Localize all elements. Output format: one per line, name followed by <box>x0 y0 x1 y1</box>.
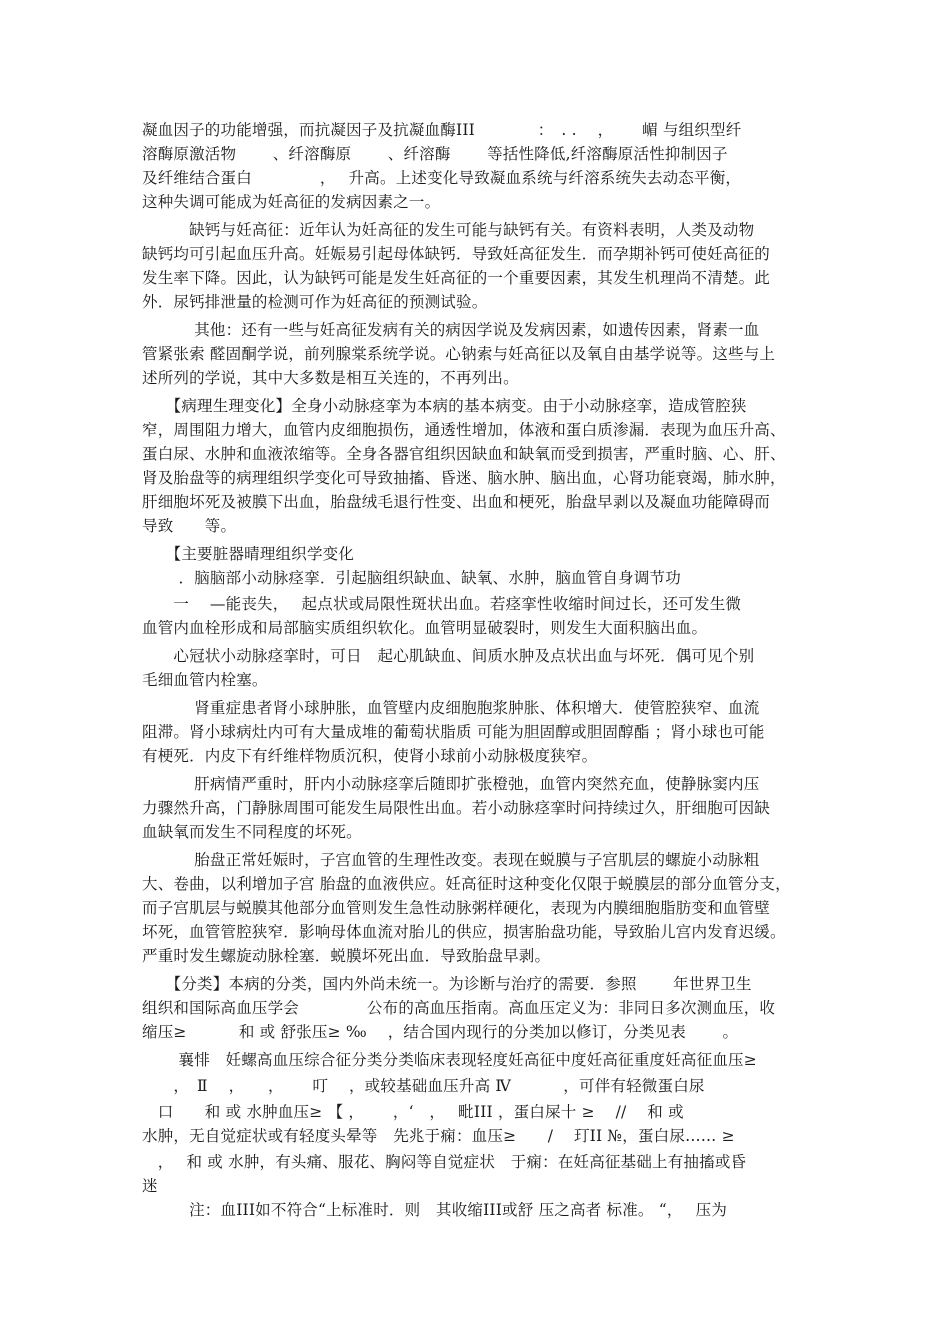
text-line: 力骤然升高，门静脉周围可能发生局限性出血。若小动脉痉挛时问持续过久，肝细胞可因缺 <box>142 799 771 817</box>
text-line: 血缺氧而发生不同程度的坏死。 <box>142 823 362 841</box>
text-line: 胎盘正常妊娠时，子宫血管的生理性改变。表现在蜕膜与子宫肌层的螺旋小动脉粗 <box>142 851 760 869</box>
text-line: 严重时发生螺旋动脉栓塞．蜕膜坏死出血．导致胎盘早剥。 <box>142 947 551 965</box>
text-line: 缩压≥ 和 或 舒张压≥ ‰ ，结合国内现行的分类加以修订，分类见表 。 <box>142 1023 739 1041</box>
text-line: 缺钙均可引起血压升高。妊娠易引起母体缺钙．导致妊高征发生．而孕期补钙可使妊高征的 <box>142 245 771 263</box>
text-line: 毛细血管内栓塞。 <box>142 671 268 689</box>
text-line: 窄，周围阻力增大，血管内皮细胞损伤，通透性增加，体液和蛋白质渗漏．表现为血压升高、 <box>142 421 786 439</box>
text-line: 【分类】本病的分类，国内外尚未统一。为诊断与治疗的需要．参照 年世界卫生 <box>142 975 752 993</box>
text-line: 有梗死．内皮下有纤维样物质沉积，使肾小球前小动脉极度狭窄。 <box>142 747 598 765</box>
text-line: 凝血因子的功能增强，而抗凝因子及抗凝血酶III ： . . ， 嵋 与组织型纤 <box>142 121 742 139</box>
text-line: 肝细胞坏死及被膜下出血，胎盘绒毛退行性变、出血和梗死，胎盘早剥以及凝血功能障碍而 <box>142 493 771 511</box>
text-line: 坏死，血管管腔狭窄．影响母体血流对胎儿的供应，损害胎盘功能，导致胎儿宫内发育迟缓。 <box>142 923 786 941</box>
text-line: 而子宫肌层与蜕膜其他部分血管则发生急性动脉粥样硬化，表现为内膜细胞脂肪变和血管壁 <box>142 899 771 917</box>
text-line: 蛋白尿、水肿和血液浓缩等。全身各器官组织因缺血和缺氧而受到损害，严重时脑、心、肝、 <box>142 445 786 463</box>
text-line: 心冠状小动脉痉挛时，可日 起心肌缺血、间质水肿及点状出血与坏死．偶可见个别 <box>142 647 755 665</box>
text-line: 溶酶原激活物 、纤溶酶原 、纤溶酶 等括性降低,纤溶酶原活性抑制因子 <box>142 145 728 163</box>
text-line: 【病理生理变化】全身小动脉痉挛为本病的基本病变。由于小动脉痉挛，造成管腔狭 <box>142 397 747 415</box>
text-line: 口 和 或 水肿血压≥ 【 ， ，‘ ， 毗III ，蛋白屎十 ≥ // 和 或 <box>142 1103 684 1121</box>
text-line: 阻滞。肾小球病灶内可有大量成堆的葡萄状脂质 可能为胆固醇或胆固醇酯 ；肾小球也可能 <box>142 723 765 741</box>
text-line: 组织和国际高血压学会 公布的高血压指南。高血压定义为：非同日多次测血压，收 <box>142 999 776 1017</box>
text-line: 一 —能丧失， 起点状或局限性斑状出血。若痉挛性收缩时间过长，还可发生微 <box>142 595 742 613</box>
text-line: 管紧张索 醛固酮学说，前列腺棠系统学说。心钠索与妊高征以及氧自由基学说等。这些与上 <box>142 345 776 363</box>
text-line: 外．尿钙排泄量的检测可作为妊高征的预测试验。 <box>142 293 488 311</box>
text-line: 及纤维结合蛋白 ， 升高。上述变化导致凝血系统与纤溶系统失去动态平衡， <box>142 169 742 187</box>
text-line: 肝病情严重时，肝内小动脉痉挛后随即扩张橙弛，血管内突然充血，使静脉窦内压 <box>142 775 760 793</box>
text-line: 缺钙与妊高征：近年认为妊高征的发生可能与缺钙有关。有资料表明，人类及动物 <box>142 221 755 239</box>
text-line: 水肿，无自觉症状或有轻度头晕等 先兆于痫：血压≥ / 玎II №，蛋白尿…… ≥ <box>142 1127 735 1145</box>
text-line: 导致 等。 <box>142 517 237 535</box>
text-line: 迷 <box>142 1177 158 1195</box>
text-line: 注：血III如不符合“上标准时．则 其收缩III或舒 压之高者 标准。 “， 压为 <box>142 1201 728 1219</box>
text-line: 【主要脏器晴理组织学变化 <box>142 545 355 563</box>
text-line: 大、卷曲，以利增加子宫 胎盘的血液供应。妊高征时这种变化仅限于蜕膜层的部分血管分支， <box>142 875 791 893</box>
text-line: ， 和 或 水肿，有头痛、服花、胸闷等自觉症状 于痫：在妊高征基础上有抽搐或昏 <box>142 1153 747 1171</box>
text-line: 这种失调可能成为妊高征的发病因素之一。 <box>142 193 441 211</box>
text-line: ．脑脑部小动脉痉挛．引起脑组织缺血、缺氧、水肿，脑血管自身调节功 <box>142 569 681 587</box>
text-line: 其他：还有一些与妊高征发病有关的病因学说及发病因素，如遗传因素，肾素一血 <box>142 321 760 339</box>
text-line: ， Ⅱ ， ， 叮 ，或较基础血压升高 Ⅳ ，可伴有轻微蛋白尿 <box>142 1077 705 1095</box>
text-line: 襄悱 妊螺高血压综合征分类分类临床表现轻度妊高征中度妊高征重度妊高征血压≥ <box>142 1051 757 1069</box>
text-line: 肾及胎盘等的病理组织学变化可导致抽搐、昏迷、脑水肿、脑出血，心肾功能衰竭，肺水肿， <box>142 469 786 487</box>
text-line: 血管内血栓形成和局部脑实质组织软化。血管明显破裂时，则发生大面积脑出血。 <box>142 619 708 637</box>
text-line: 肾重症患者肾小球肿胀，血管壁内皮细胞胞浆肿胀、体积增大．使管腔狭窄、血流 <box>142 699 760 717</box>
text-line: 述所列的学说，其中大多数是相互关连的，不再列出。 <box>142 369 519 387</box>
text-line: 发生率下降。因此，认为缺钙可能是发生妊高征的一个重要因素，其发生机理尚不清楚。此 <box>142 269 771 287</box>
